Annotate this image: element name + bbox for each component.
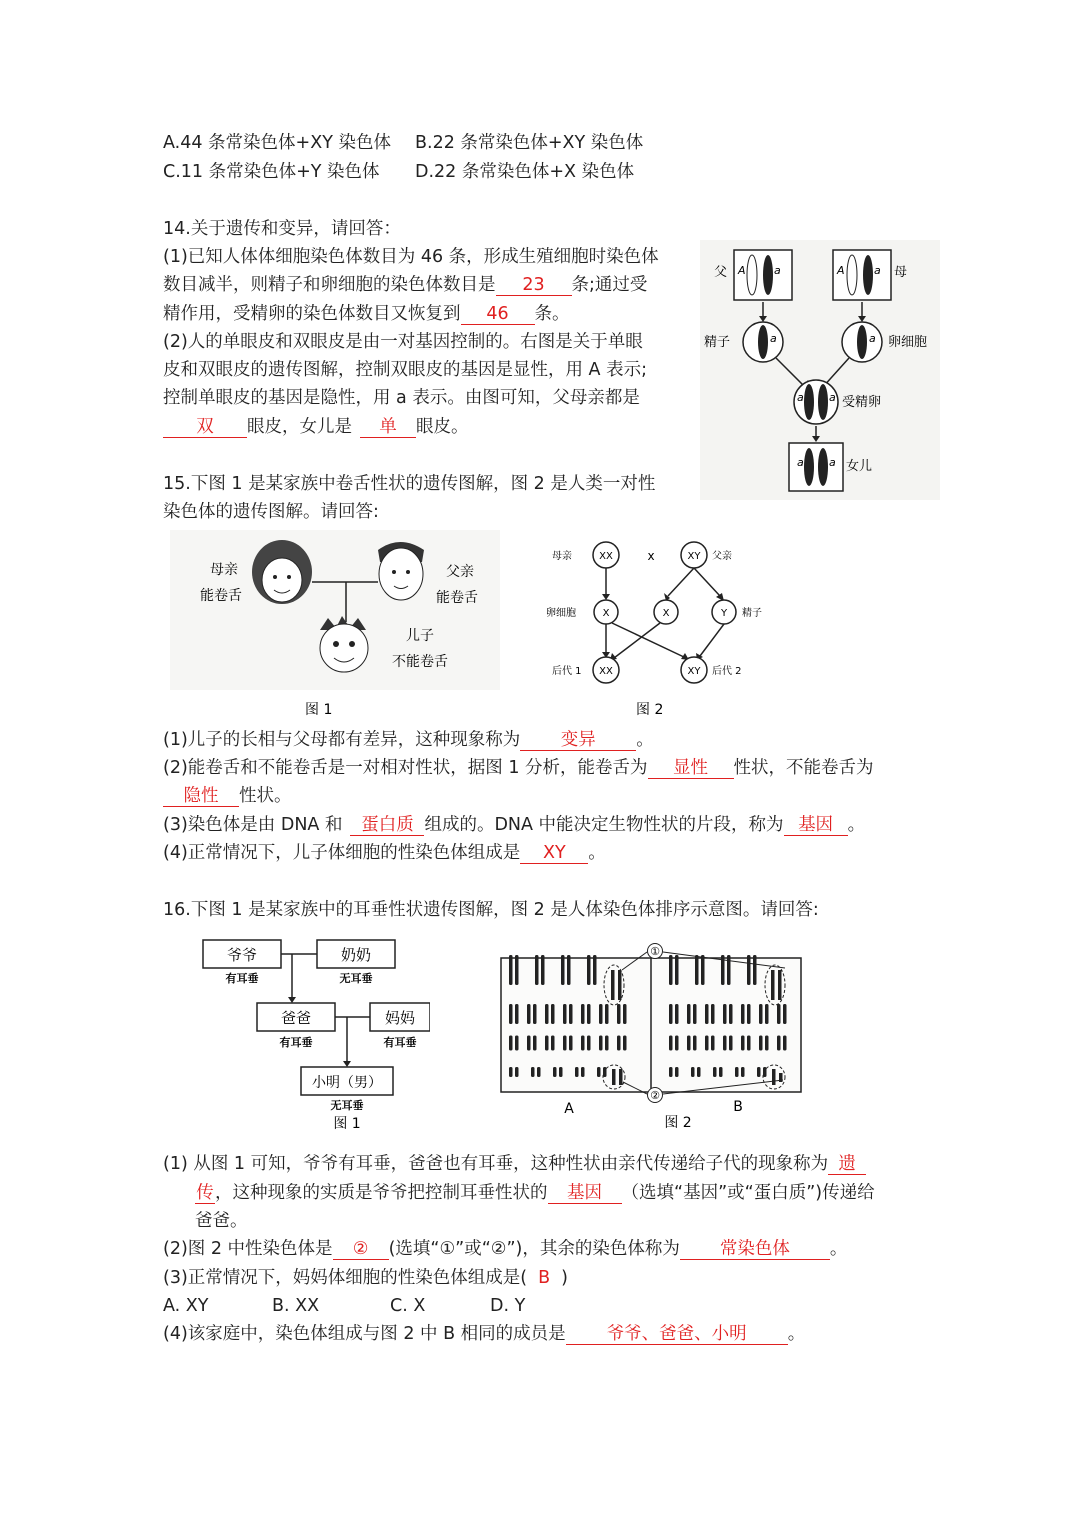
chromosome [711, 1004, 715, 1024]
chromosome [581, 1067, 585, 1077]
chromosome [747, 1004, 751, 1024]
sex-chromosome [612, 1069, 616, 1085]
chromosome [747, 955, 751, 985]
chromosome [509, 1036, 513, 1051]
chromosome [757, 1067, 761, 1077]
chromosome [729, 1036, 733, 1051]
earlobe-pedigree-figure [195, 935, 430, 1135]
chromosome [759, 1004, 763, 1024]
chromosome [719, 1067, 723, 1077]
svg-text:无耳垂: 无耳垂 [339, 972, 373, 985]
q15-answer-5: 基因 [784, 815, 848, 836]
q16-p2: (2)图 2 中性染色体是 ② (选填“①”或“②”)，其余的染色体称为 常染色体 。 [163, 1239, 848, 1259]
sex-chromosome-inheritance-diagram [540, 538, 780, 720]
q16-opt-a: A. XY [163, 1296, 209, 1316]
chromosome [723, 1004, 727, 1024]
chromosome [545, 1004, 549, 1024]
chromosome [575, 1067, 579, 1077]
daughter-label: 女儿 [846, 459, 873, 474]
svg-text:XY: XY [687, 551, 701, 562]
svg-text:x: x [647, 549, 655, 563]
chromosome [778, 970, 782, 1000]
q15-title-2: 染色体的遗传图解。请回答: [163, 502, 379, 522]
chromosome [747, 1036, 751, 1051]
q16-opt-b: B. XX [272, 1296, 320, 1316]
q13-option-c: C.11 条常染色体+Y 染色体 [163, 162, 380, 182]
q14-p1c: 精作用，受精卵的染色体数目又恢复到 46 条。 [163, 304, 570, 324]
chromosome [509, 1004, 513, 1024]
father-face [378, 542, 424, 600]
mother-label: 母 [894, 265, 908, 280]
chromosome [771, 970, 775, 1000]
svg-text:Y: Y [720, 608, 728, 619]
chromosome [687, 1004, 691, 1024]
q14-p1a: (1)已知人体体细胞染色体数目为 46 条，形成生殖细胞时染色体 [163, 247, 659, 267]
svg-text:爷爷: 爷爷 [226, 946, 258, 964]
svg-text:有耳垂: 有耳垂 [225, 972, 259, 985]
chromosome [563, 1036, 567, 1051]
tongue-rolling-family-figure [170, 530, 500, 720]
q16-answer-1a: 遗 [828, 1154, 866, 1175]
label-A: A [564, 1101, 574, 1117]
q15-p2: (2)能卷舌和不能卷舌是一对相对性状，据图 1 分析，能卷舌为 显性 性状，不能卷舌为 [163, 758, 874, 778]
q14-p2a: (2)人的单眼皮和双眼皮是由一对基因控制的。右图是关于单眼 [163, 332, 643, 352]
chromosome [551, 1004, 555, 1024]
svg-text:X: X [602, 608, 610, 619]
chromosome [618, 970, 622, 1000]
chromosome [723, 1036, 727, 1051]
egg-label: 卵细胞 [546, 608, 576, 619]
chromosome [675, 955, 679, 985]
chromosome [735, 1067, 739, 1077]
chromosome [623, 1004, 627, 1024]
svg-text:小明（男）: 小明（男） [312, 1075, 382, 1091]
chromosome [535, 955, 539, 985]
chromosome [541, 955, 545, 985]
eyelid-inheritance-diagram [700, 240, 940, 500]
chromosome [515, 955, 519, 985]
q15-answer-1: 变异 [520, 730, 636, 751]
mother-label: 母亲 [552, 551, 572, 562]
chromosome [597, 1067, 601, 1077]
q15-p1: (1)儿子的长相与父母都有差异，这种现象称为 变异 。 [163, 730, 654, 750]
q15-p2c: 隐性 性状。 [163, 784, 292, 808]
chromosome [705, 1004, 709, 1024]
q14-p2b: 皮和双眼皮的遗传图解，控制双眼皮的基因是显性，用 A 表示; [163, 360, 647, 380]
marker-1: ① [650, 945, 660, 958]
q15-answer-2: 显性 [648, 758, 734, 779]
q16-answer-1b: 传 [196, 1183, 214, 1203]
chromosome [675, 1036, 679, 1051]
son-label: 儿子 [406, 628, 434, 644]
chromosome [599, 1004, 603, 1024]
chromosome [509, 955, 513, 985]
chromosome [777, 1004, 781, 1024]
chromosome [587, 1036, 591, 1051]
son-trait: 不能卷舌 [392, 654, 448, 670]
chromosome [765, 1036, 769, 1051]
chromosome [713, 1067, 717, 1077]
chromosome [711, 1036, 715, 1051]
q16-p3: (3)正常情况下，妈妈体细胞的性染色体组成是( B ) [163, 1268, 568, 1288]
chromosome [587, 1004, 591, 1024]
svg-text:a: a [869, 332, 876, 345]
q14-answer-3: 双 [163, 417, 247, 438]
chromosome [611, 970, 615, 1000]
q14-answer-1: 23 [496, 275, 572, 296]
svg-text:XX: XX [599, 551, 613, 562]
offspring-1-label: 后代 1 [552, 666, 582, 677]
q15-title-1: 15.下图 1 是某家族中卷舌性状的遗传图解，图 2 是人类一对性 [163, 474, 656, 494]
chromosome [617, 1036, 621, 1051]
chromosome [515, 1004, 519, 1024]
figure-1-label: 图 1 [333, 1116, 361, 1132]
q16-opt-d: D. Y [490, 1296, 526, 1316]
chromosome [599, 1036, 603, 1051]
chromosome [623, 1036, 627, 1051]
q14-p1b: 数目减半，则精子和卵细胞的染色体数目是 23 条;通过受 [163, 275, 648, 295]
son-face [320, 616, 368, 672]
svg-text:奶奶: 奶奶 [340, 946, 372, 964]
label-B: B [733, 1099, 743, 1115]
q15-answer-6: XY [520, 843, 588, 864]
chromosome [669, 1004, 673, 1024]
chromosome [783, 1036, 787, 1051]
chromosome [551, 1036, 555, 1051]
chromosome [587, 955, 591, 985]
svg-text:爸爸: 爸爸 [280, 1009, 312, 1027]
mother-label: 母亲 [210, 562, 238, 578]
q13-option-b: B.22 条常染色体+XY 染色体 [415, 133, 644, 153]
chromosome [675, 1067, 679, 1077]
q15-p4: (4)正常情况下，儿子体细胞的性染色体组成是 XY 。 [163, 843, 606, 863]
svg-text:X: X [662, 608, 670, 619]
chromosome [697, 1067, 701, 1077]
sperm-label: 精子 [742, 608, 762, 619]
chromosome [527, 1004, 531, 1024]
chromosome [553, 1067, 557, 1077]
chromosome [533, 1036, 537, 1051]
svg-text:妈妈: 妈妈 [384, 1009, 416, 1027]
svg-text:A: A [837, 264, 845, 277]
q14-answer-4: 单 [360, 417, 416, 438]
chromosome [569, 1004, 573, 1024]
marker-2: ② [650, 1089, 660, 1102]
svg-text:XX: XX [599, 666, 613, 677]
father-label: 父 [714, 265, 728, 280]
mother-face [252, 540, 312, 604]
figure-2-label: 图 2 [636, 702, 664, 718]
chromosome [741, 1067, 745, 1077]
karyotype-figure [495, 940, 815, 1135]
sex-chromosome [772, 1069, 776, 1085]
svg-text:a: a [770, 332, 777, 345]
chromosome [605, 1036, 609, 1051]
chromosome [765, 1004, 769, 1024]
svg-text:a: a [829, 456, 836, 469]
q16-answer-4: 常染色体 [680, 1239, 830, 1260]
chromosome [753, 955, 757, 985]
svg-text:XY: XY [687, 666, 701, 677]
chromosome [693, 1004, 697, 1024]
chromosome [515, 1067, 519, 1077]
q14-title: 14.关于遗传和变异，请回答： [163, 219, 401, 239]
figure-1-label: 图 1 [305, 702, 333, 718]
q16-p1: (1) 从图 1 可知，爷爷有耳垂，爸爸也有耳垂，这种性状由亲代传递给子代的现象称为 遗 [163, 1152, 866, 1176]
chromosome [569, 1036, 573, 1051]
chromosome [567, 955, 571, 985]
chromosome [617, 1004, 621, 1024]
chromosome [729, 1004, 733, 1024]
svg-text:a: a [829, 391, 836, 404]
chromosome [741, 1004, 745, 1024]
offspring-2-label: 后代 2 [712, 666, 742, 677]
chromosome [759, 1036, 763, 1051]
q16-p4: (4)该家庭中，染色体组成与图 2 中 B 相同的成员是 爷爷、爸爸、小明 。 [163, 1324, 806, 1344]
q16-answer-2: 基因 [548, 1183, 622, 1204]
chromosome [687, 1036, 691, 1051]
father-trait: 能卷舌 [436, 590, 478, 606]
chromosome [581, 1004, 585, 1024]
q14-answer-2: 46 [461, 304, 535, 325]
svg-text:有耳垂: 有耳垂 [383, 1036, 417, 1049]
chromosome [537, 1067, 541, 1077]
q16-p1d: 爸爸。 [195, 1211, 248, 1231]
chromosome [705, 1036, 709, 1051]
chromosome [691, 1067, 695, 1077]
father-label: 父亲 [712, 551, 732, 562]
zygote-label: 受精卵 [842, 395, 882, 410]
q15-answer-4: 蛋白质 [350, 815, 424, 836]
chromosome [701, 955, 705, 985]
mother-trait: 能卷舌 [200, 588, 242, 604]
q16-opt-c: C. X [390, 1296, 426, 1316]
q13-option-d: D.22 条常染色体+X 染色体 [415, 162, 635, 182]
chromosome [515, 1036, 519, 1051]
chromosome [533, 1004, 537, 1024]
chromosome [777, 1036, 781, 1051]
chromosome [593, 955, 597, 985]
chromosome [783, 1004, 787, 1024]
chromosome [509, 1067, 513, 1077]
q15-p3: (3)染色体是由 DNA 和 蛋白质 组成的。DNA 中能决定生物性状的片段，称为 基因 。 [163, 815, 866, 835]
chromosome [693, 1036, 697, 1051]
sperm-label: 精子 [704, 335, 731, 350]
chromosome [669, 955, 673, 985]
svg-text:a: a [797, 391, 804, 404]
chromosome [563, 1004, 567, 1024]
sex-chromosome [619, 1069, 623, 1085]
svg-text:a: a [874, 264, 881, 277]
chromosome [581, 1036, 585, 1051]
chromosome [695, 955, 699, 985]
chromosome [545, 1036, 549, 1051]
chromosome [527, 1036, 531, 1051]
q16-answer-5: B [538, 1268, 551, 1288]
svg-text:无耳垂: 无耳垂 [330, 1099, 364, 1112]
svg-text:a: a [797, 456, 804, 469]
chromosome [741, 1036, 745, 1051]
svg-text:A: A [738, 264, 746, 277]
chromosome [727, 955, 731, 985]
svg-text:有耳垂: 有耳垂 [279, 1036, 313, 1049]
q15-answer-3: 隐性 [163, 786, 239, 807]
chromosome [675, 1004, 679, 1024]
chromosome [669, 1036, 673, 1051]
chromosome [669, 1067, 673, 1077]
q14-p2d: 双 眼皮，女儿是 单 眼皮。 [163, 415, 469, 439]
q14-p2c: 控制单眼皮的基因是隐性，用 a 表示。由图可知，父母亲都是 [163, 388, 640, 408]
q16-p1b: 传，这种现象的实质是爷爷把控制耳垂性状的 基因 （选填“基因”或“蛋白质”)传递给 [196, 1183, 875, 1203]
chromosome [559, 1067, 563, 1077]
q13-option-a: A.44 条常染色体+XY 染色体 [163, 133, 391, 153]
figure-2-label: 图 2 [664, 1115, 692, 1131]
chromosome [531, 1067, 535, 1077]
father-label: 父亲 [446, 564, 474, 580]
q16-answer-6: 爷爷、爸爸、小明 [566, 1324, 788, 1345]
chromosome [561, 955, 565, 985]
egg-label: 卵细胞 [888, 335, 928, 350]
q16-answer-3: ② [333, 1239, 389, 1260]
chromosome [605, 1004, 609, 1024]
svg-text:a: a [774, 264, 781, 277]
q16-title: 16.下图 1 是某家族中的耳垂性状遗传图解，图 2 是人体染色体排序示意图。请回答: [163, 900, 819, 920]
